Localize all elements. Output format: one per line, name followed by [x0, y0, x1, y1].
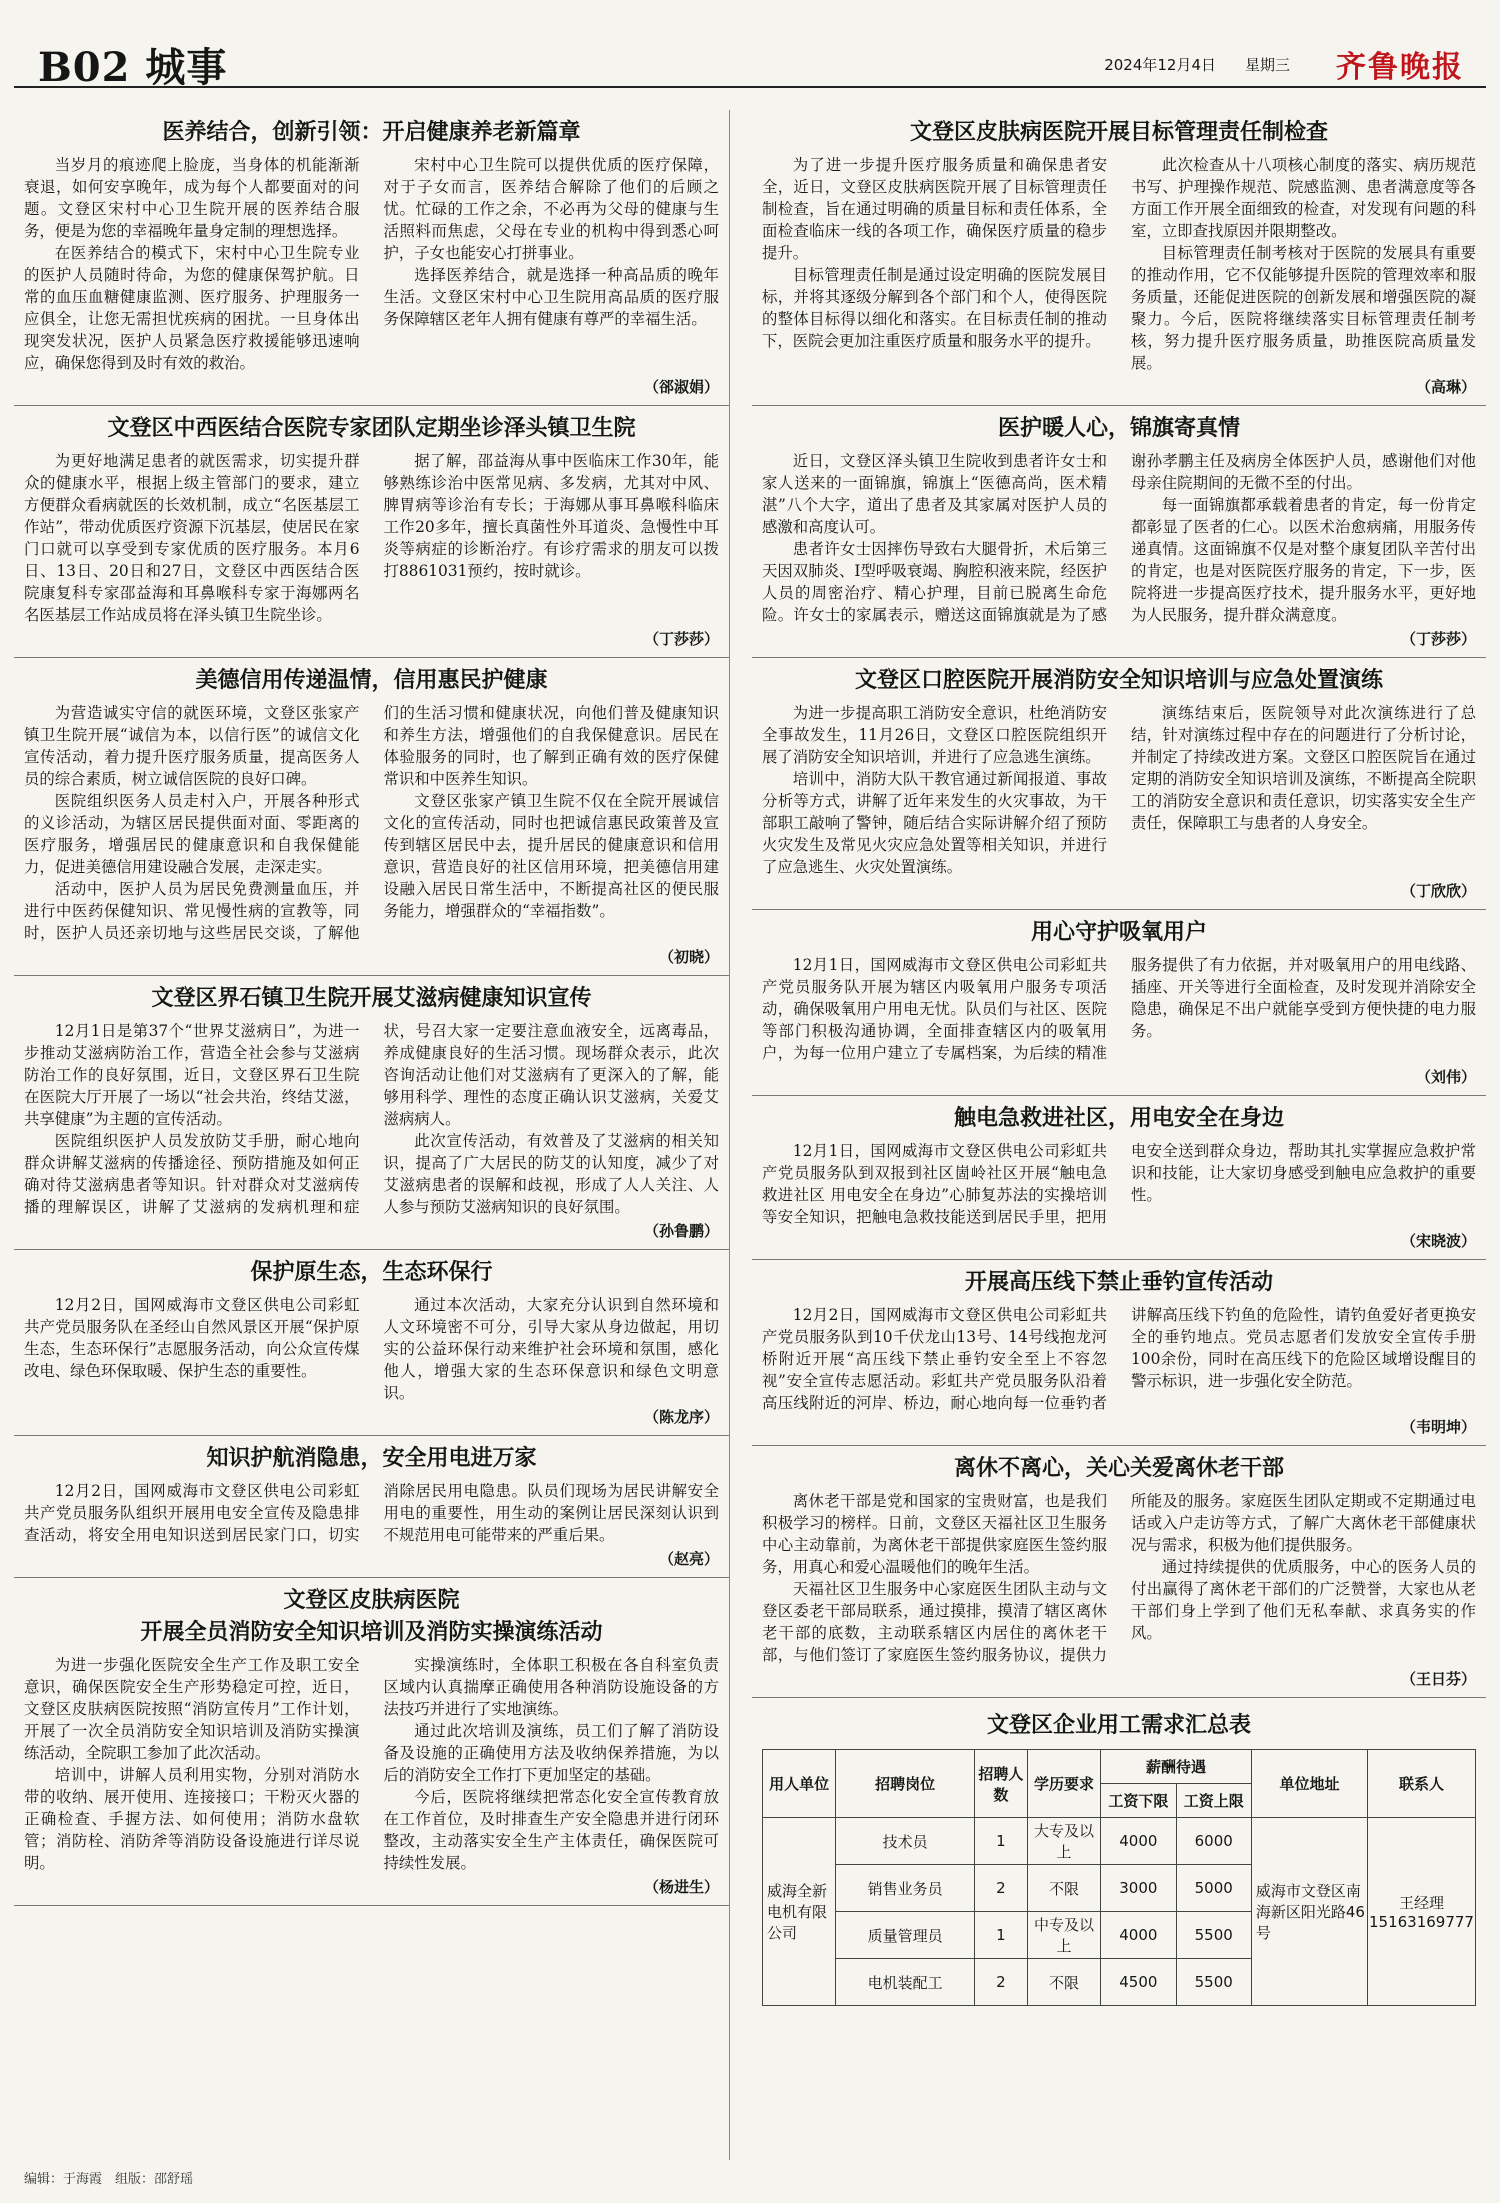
col-salary-max: 工资上限 [1176, 1784, 1251, 1818]
section-label: B02 城事 [38, 44, 228, 91]
cell-min: 4500 [1101, 1959, 1176, 2006]
article-paragraph: 通过持续提供的优质服务，中心的医务人员的付出赢得了离休老干部们的广泛赞誉，大家也从老干部们身上学到了他们无私奉献、求真务实的作风。 [1131, 1558, 1476, 1642]
article [752, 1096, 1486, 1260]
article-paragraph: 12月2日，国网威海市文登区供电公司彩虹共产党员服务队组织开展用电安全宣传及隐患排查活动，将安全用电知识送到居民家门口，切实消除居民用电隐患。队员们现场为居民讲解安全用电的重要性，用生动的案例让居民深刻认识到不规范用电可能带来的严重后果。 [24, 1482, 719, 1544]
col-position: 招聘岗位 [836, 1750, 975, 1818]
right-column [752, 110, 1486, 2160]
article-paragraph: 12月1日，国网威海市文登区供电公司彩虹共产党员服务队开展为辖区内吸氧用户服务专项活动，确保吸氧用户用电无忧。队员们与社区、医院等部门积极沟通协调，全面排查辖区内的吸氧用户，为每一位用户建立了专属档案，为后续的精准服务提供了有力依据，并对吸氧用户的用电线路、插座、开关等进行全面检查，及时发现并消除安全隐患，确保足不出户就能享受到方便快捷的电力服务。 [762, 956, 1476, 1062]
article-headline: 知识护航消隐患，安全用电进万家 [206, 1446, 537, 1471]
cell-education: 不限 [1027, 1865, 1100, 1912]
article-paragraph: 医院组织医务人员走村入户，开展各种形式的义诊活动，为辖区居民提供面对面、零距离的医疗服务，增强居民的健康意识和自我保健能力，促进美德信用建设融合发展，走深走实。 [24, 792, 360, 876]
article-body [24, 702, 719, 944]
col-address: 单位地址 [1251, 1750, 1367, 1818]
article-byline: （韦明坤） [1400, 1418, 1476, 1436]
article-body [24, 1480, 719, 1546]
article-body [24, 1020, 719, 1218]
cell-count: 2 [974, 1959, 1027, 2006]
cell-max: 5000 [1176, 1865, 1251, 1912]
cell-count: 1 [974, 1912, 1027, 1959]
col-contact: 联系人 [1368, 1750, 1476, 1818]
article-paragraph: 离休老干部是党和国家的宝贵财富，也是我们积极学习的榜样。日前，文登区天福社区卫生服务中心主动靠前，为离休老干部提供家庭医生签约服务，用真心和爱心温暖他们的晚年生活。 [762, 1492, 1107, 1576]
article-headline: 文登区中西医结合医院专家团队定期坐诊泽头镇卫生院 [107, 416, 636, 441]
article-paragraph: 此次宣传活动，有效普及了艾滋病的相关知识，提高了广大居民的防艾的认知度，减少了对艾滋病患者的误解和歧视，形成了人人关注、人人参与预防艾滋病知识的良好氛围。 [383, 1132, 719, 1216]
footer-credit: 编辑：于海霞 组版：邵舒瑶 [24, 2172, 194, 2187]
employer-cell: 威海全新电机有限公司 [763, 1818, 836, 2006]
jobs-table-section [752, 1708, 1486, 2006]
article-paragraph: 今后，医院将继续把常态化安全宣传教育放在工作首位，及时排查生产安全隐患并进行闭环整改，主动落实安全生产主体责任，确保医院可持续性发展。 [383, 1788, 719, 1872]
article [752, 1446, 1486, 1698]
article [14, 976, 729, 1250]
article-paragraph: 目标管理责任制是通过设定明确的医院发展目标，并将其逐级分解到各个部门和个人，使得医院的整体目标得以细化和落实。在目标责任制的推动下，医院会更加注重医疗质量和服务水平的提升。 [762, 266, 1107, 350]
article-body [762, 450, 1476, 626]
article [14, 110, 729, 406]
jobs-table-title: 文登区企业用工需求汇总表 [986, 1713, 1251, 1738]
cell-max: 5500 [1176, 1912, 1251, 1959]
article-byline: （刘伟） [1415, 1068, 1476, 1086]
article-paragraph: 此次检查从十八项核心制度的落实、病历规范书写、护理操作规范、院感监测、患者满意度等各方面工作开展全面细致的检查，对发现有问题的科室，立即查找原因并限期整改。 [1131, 156, 1476, 240]
article-paragraph: 文登区张家产镇卫生院不仅在全院开展诚信文化的宣传活动，同时也把诚信惠民政策普及宣传到辖区居民中去，提升居民的健康意识和信用意识，营造良好的社区信用环境，把美德信用建设融入居民日常生活中，不断提高社区的便民服务能力，增强群众的“幸福指数”。 [383, 792, 719, 920]
article-paragraph: 实操演练时，全体职工积极在各自科室负责区域内认真揣摩正确使用各种消防设施设备的方法技巧并进行了实地演练。 [383, 1656, 719, 1718]
article-paragraph: 为了进一步提升医疗服务质量和确保患者安全，近日，文登区皮肤病医院开展了目标管理责任制检查，旨在通过明确的质量目标和责任体系，全面检查临床一线的各项工作，确保医疗质量的稳步提升。 [762, 156, 1107, 262]
col-employer: 用人单位 [763, 1750, 836, 1818]
article-paragraph: 为进一步提高职工消防安全意识，杜绝消防安全事故发生，11月26日，文登区口腔医院组织开展了消防安全知识培训，并进行了应急逃生演练。 [762, 704, 1107, 766]
article-byline: （丁莎莎） [643, 630, 719, 648]
cell-max: 5500 [1176, 1959, 1251, 2006]
issue-date: 2024年12月4日 [1104, 56, 1216, 74]
article-headline: 文登区界石镇卫生院开展艾滋病健康知识宣传 [151, 986, 592, 1011]
article-headline: 开展高压线下禁止垂钓宣传活动 [964, 1270, 1273, 1295]
article-paragraph: 患者许女士因摔伤导致右大腿骨折，术后第三天因双肺炎、I型呼吸衰竭、胸腔积液来院，经医护人员的周密治疗、精心护理，目前已脱离生命危险。许女士的家属表示，赠送这面锦旗就是为了感谢孙孝鹏主任及病房全体医护人员，感谢他们对他母亲住院期间的无微不至的付出。 [762, 452, 1476, 624]
jobs-table [762, 1749, 1476, 2006]
article-byline: （杨进生） [643, 1878, 719, 1896]
article-body [24, 450, 719, 626]
cell-education: 大专及以上 [1027, 1818, 1100, 1865]
article-headline: 用心守护吸氧用户 [1030, 920, 1207, 945]
article-byline: （丁莎莎） [1400, 630, 1476, 648]
article-body [762, 702, 1476, 878]
article-paragraph: 近日，文登区泽头镇卫生院收到患者许女士和家人送来的一面锦旗，锦旗上“医德高尚，医术精湛”八个大字，道出了患者及其家属对医护人员的感激和高度认可。 [762, 452, 1107, 536]
cell-min: 4000 [1101, 1818, 1176, 1865]
article-byline: （孙鲁鹏） [643, 1222, 719, 1240]
article-paragraph: 目标管理责任制考核对于医院的发展具有重要的推动作用，它不仅能够提升医院的管理效率和服务质量，还能促进医院的创新发展和增强医院的凝聚力。今后，医院将继续落实目标管理责任制考核，努力提升医疗服务质量，助推医院高质量发展。 [1131, 244, 1476, 372]
address-cell: 威海市文登区南海新区阳光路46号 [1251, 1818, 1367, 2006]
article-paragraph: 当岁月的痕迹爬上脸庞，当身体的机能渐渐衰退，如何安享晚年，成为每个人都要面对的问题。文登区宋村中心卫生院开展的医养结合服务，便是为您的幸福晚年量身定制的理想选择。 [24, 156, 360, 240]
article-paragraph: 12月1日是第37个“世界艾滋病日”，为进一步推动艾滋病防治工作，营造全社会参与艾滋病防治工作的良好氛围，近日，文登区界石卫生院在医院大厅开展了一场以“社会共治，终结艾滋，共享健康”为主题的宣传活动。 [24, 1022, 360, 1128]
article-paragraph: 通过此次培训及演练，员工们了解了消防设备及设施的正确使用方法及收纳保养措施，为以后的消防安全工作打下更加坚定的基础。 [383, 1722, 719, 1784]
article [14, 658, 729, 976]
article [752, 110, 1486, 406]
article-body [762, 1490, 1476, 1666]
article-paragraph: 为进一步强化医院安全生产工作及职工安全意识，确保医院安全生产形势稳定可控，近日，文登区皮肤病医院按照“消防宣传月”工作计划，开展了一次全员消防安全知识培训及消防实操演练活动，全院职工参加了此次活动。 [24, 1656, 360, 1762]
article-paragraph: 12月1日，国网威海市文登区供电公司彩虹共产党员服务队到双报到社区崮岭社区开展“触电急救进社区 用电安全在身边”心肺复苏法的实操培训等安全知识，把触电急救技能送到居民手里，把用电安全送到群众身边，帮助其扎实掌握应急救护常识和技能，让大家切身感受到触电应急救护的重要性。 [762, 1142, 1476, 1226]
contact-cell: 王经理 15163169777 [1368, 1818, 1476, 2006]
article-paragraph: 活动中，医护人员为居民免费测量血压，并进行中医药保健知识、常见慢性病的宣教等，同时，医护人员还亲切地与这些居民交谈，了解他们的生活习惯和健康状况，向他们普及健康知识和养生方法，增强他们的自我保健意识。居民在体验服务的同时，也了解到正确有效的医疗保健常识和中医养生知识。 [24, 704, 719, 942]
article [752, 658, 1486, 910]
article-headline: 保护原生态，生态环保行 [250, 1260, 493, 1285]
cell-min: 4000 [1101, 1912, 1176, 1959]
article-paragraph: 为更好地满足患者的就医需求，切实提升群众的健康水平，根据上级主管部门的要求，建立方便群众看病就医的长效机制，成立“名医基层工作站”，带动优质医疗资源下沉基层，使居民在家门口就可以享受到专家优质的医疗服务。本月6日、13日、20日和27日，文登区中西医结合医院康复科专家邵益海和耳鼻喉科专家于海娜两名名医基层工作站成员将在泽头镇卫生院坐诊。 [24, 452, 360, 624]
article [14, 406, 729, 658]
article-paragraph: 通过本次活动，大家充分认识到自然环境和人文环境密不可分，引导大家从身边做起，用切实的公益环保行动来维护社会环境和氛围，感化他人，增强大家的生态环保意识和绿色文明意识。 [383, 1296, 719, 1402]
article-paragraph: 演练结束后，医院领导对此次演练进行了总结，针对演练过程中存在的问题进行了分析讨论，并制定了持续改进方案。文登区口腔医院旨在通过定期的消防安全知识培训及演练，不断提高全院职工的消防安全意识和责任意识，切实落实安全生产责任，保障职工与患者的人身安全。 [1131, 704, 1476, 832]
article-body [762, 1140, 1476, 1228]
article-paragraph: 选择医养结合，就是选择一种高品质的晚年生活。文登区宋村中心卫生院用高品质的医疗服务保障辖区老年人拥有健康有尊严的幸福生活。 [383, 266, 719, 328]
article-headline: 离休不离心，关心关爱离休老干部 [953, 1456, 1284, 1481]
article-paragraph: 天福社区卫生服务中心家庭医生团队主动与文登区委老干部局联系，通过摸排，摸清了辖区离休老干部的底数，主动联系辖区内居住的离休老干部，与他们签订了家庭医生签约服务协议，提供力所能及的服务。家庭医生团队定期或不定期通过电话或入户走访等方式，了解广大离休老干部健康状况与需求，积极为他们提供服务。 [762, 1492, 1476, 1664]
cell-min: 3000 [1101, 1865, 1176, 1912]
article-paragraph: 医院组织医护人员发放防艾手册，耐心地向群众讲解艾滋病的传播途径、预防措施及如何正确对待艾滋病患者等知识。针对群众对艾滋病传播的理解误区，讲解了艾滋病的发病机理和症状，号召大家一定要注意血液安全，远离毒品，养成健康良好的生活习惯。现场群众表示，此次咨询活动让他们对艾滋病有了更深入的了解，能够用科学、理性的态度正确认识艾滋病，关爱艾滋病病人。 [24, 1022, 719, 1216]
cell-position: 电机装配工 [836, 1959, 975, 2006]
article-paragraph: 12月2日，国网威海市文登区供电公司彩虹共产党员服务队在圣经山自然风景区开展“保护原生态，生态环保行”志愿服务活动，向公众宣传煤改电、绿色环保取暖、保护生态的重要性。 [24, 1296, 360, 1380]
article-byline: （王日芬） [1400, 1670, 1476, 1688]
table-row [763, 1818, 1476, 1865]
cell-position: 质量管理员 [836, 1912, 975, 1959]
article-body [24, 1654, 719, 1874]
article-headline: 触电急救进社区，用电安全在身边 [953, 1106, 1284, 1131]
cell-position: 技术员 [836, 1818, 975, 1865]
cell-count: 2 [974, 1865, 1027, 1912]
article-paragraph: 每一面锦旗都承载着患者的肯定，每一份肯定都彰显了医者的仁心。以医术治愈病痛，用服务传递真情。这面锦旗不仅是对整个康复团队辛苦付出的肯定，也是对医院医疗服务的肯定，下一步，医院将进一步提高医疗技术，提升服务水平，更好地为人民服务，提升群众满意度。 [1131, 496, 1476, 624]
article-byline: （初晓） [658, 948, 719, 966]
article [14, 1250, 729, 1436]
newspaper-logo: 齐鲁晚报 [1336, 50, 1464, 85]
cell-count: 1 [974, 1818, 1027, 1865]
article-paragraph: 为营造诚实守信的就医环境，文登区张家产镇卫生院开展“诚信为本，以信行医”的诚信文化宣传活动，着力提升医疗服务质量，提高医务人员的综合素质，树立诚信医院的良好口碑。 [24, 704, 360, 788]
article-body [762, 954, 1476, 1064]
article-body [24, 1294, 719, 1404]
article-byline: （高琳） [1415, 378, 1476, 396]
article-byline: （陈龙序） [643, 1408, 719, 1426]
article-byline: （郤淑娟） [643, 378, 719, 396]
article-headline: 文登区口腔医院开展消防安全知识培训与应急处置演练 [854, 668, 1383, 693]
article [752, 910, 1486, 1096]
article-paragraph: 据了解，邵益海从事中医临床工作30年，能够熟练诊治中医常见病、多发病，尤其对中风、脾胃病等诊治有专长；于海娜从事耳鼻喉科临床工作20多年，擅长真菌性外耳道炎、急慢性中耳炎等病症的诊断治疗。有诊疗需求的朋友可以拨打8861031预约，按时就诊。 [383, 452, 719, 580]
col-salary: 薪酬待遇 [1101, 1750, 1252, 1784]
article-byline: （丁欣欣） [1400, 882, 1476, 900]
article-paragraph: 培训中，消防大队干教官通过新闻报道、事故分析等方式，讲解了近年来发生的火灾事故，为干部职工敲响了警钟，随后结合实际讲解介绍了预防火灾发生及常见火灾应急处置等相关知识，并进行了应急逃生、火灾处置演练。 [762, 770, 1107, 876]
article-byline: （宋晓波） [1400, 1232, 1476, 1250]
col-education: 学历要求 [1027, 1750, 1100, 1818]
cell-max: 6000 [1176, 1818, 1251, 1865]
article [14, 1436, 729, 1578]
article-paragraph: 12月2日，国网威海市文登区供电公司彩虹共产党员服务队到10千伏龙山13号、14号线抱龙河桥附近开展“高压线下禁止垂钓安全至上不容忽视”安全宣传志愿活动。彩虹共产党员服务队沿着高压线附近的河岸、桥边，耐心地向每一位垂钓者讲解高压线下钓鱼的危险性，请钓鱼爱好者更换安全的垂钓地点。党员志愿者们发放安全宣传手册100余份，同时在高压线下的危险区域增设醒目的警示标识，进一步强化安全防范。 [762, 1306, 1476, 1412]
article-body [24, 154, 719, 374]
article [752, 1260, 1486, 1446]
article-paragraph: 培训中，讲解人员利用实物，分别对消防水带的收纳、展开使用、连接接口；干粉灭火器的正确检查、手握方法、如何使用；消防水盘软管；消防栓、消防斧等消防设备设施进行详尽说明。 [24, 1766, 360, 1872]
cell-position: 销售业务员 [836, 1865, 975, 1912]
cell-education: 不限 [1027, 1959, 1100, 2006]
article-byline: （赵亮） [658, 1550, 719, 1568]
left-column [14, 110, 730, 2160]
article-paragraph: 宋村中心卫生院可以提供优质的医疗保障，对于子女而言，医养结合解除了他们的后顾之忧。忙碌的工作之余，不必再为父母的健康与生活照料而焦虑，父母在专业的机构中得到悉心呵护，子女也能安心打拼事业。 [383, 156, 719, 262]
article-headline-line2: 开展全员消防安全知识培训及消防实操演练活动 [140, 1620, 603, 1645]
col-salary-min: 工资下限 [1101, 1784, 1176, 1818]
col-count: 招聘人数 [974, 1750, 1027, 1818]
article-paragraph: 在医养结合的模式下，宋村中心卫生院专业的医护人员随时待命，为您的健康保驾护航。日常的血压血糖健康监测、医疗服务、护理服务一应俱全，让您无需担忧疾病的困扰。一旦身体出现突发状况，医护人员紧急医疗救援能够迅速响应，确保您得到及时有效的救治。 [24, 244, 360, 372]
article-headline: 医护暖人心，锦旗寄真情 [997, 416, 1240, 441]
article-headline: 文登区皮肤病医院开展目标管理责任制检查 [909, 120, 1328, 145]
article-headline: 文登区皮肤病医院 [283, 1588, 460, 1613]
article-body [762, 1304, 1476, 1414]
masthead [14, 38, 1486, 91]
article [752, 406, 1486, 658]
issue-weekday: 星期三 [1244, 56, 1290, 74]
cell-education: 中专及以上 [1027, 1912, 1100, 1959]
article-body [762, 154, 1476, 374]
article-headline: 医养结合，创新引领：开启健康养老新篇章 [162, 120, 581, 145]
article [14, 1578, 729, 1906]
article-headline: 美德信用传递温情，信用惠民护健康 [195, 668, 548, 693]
